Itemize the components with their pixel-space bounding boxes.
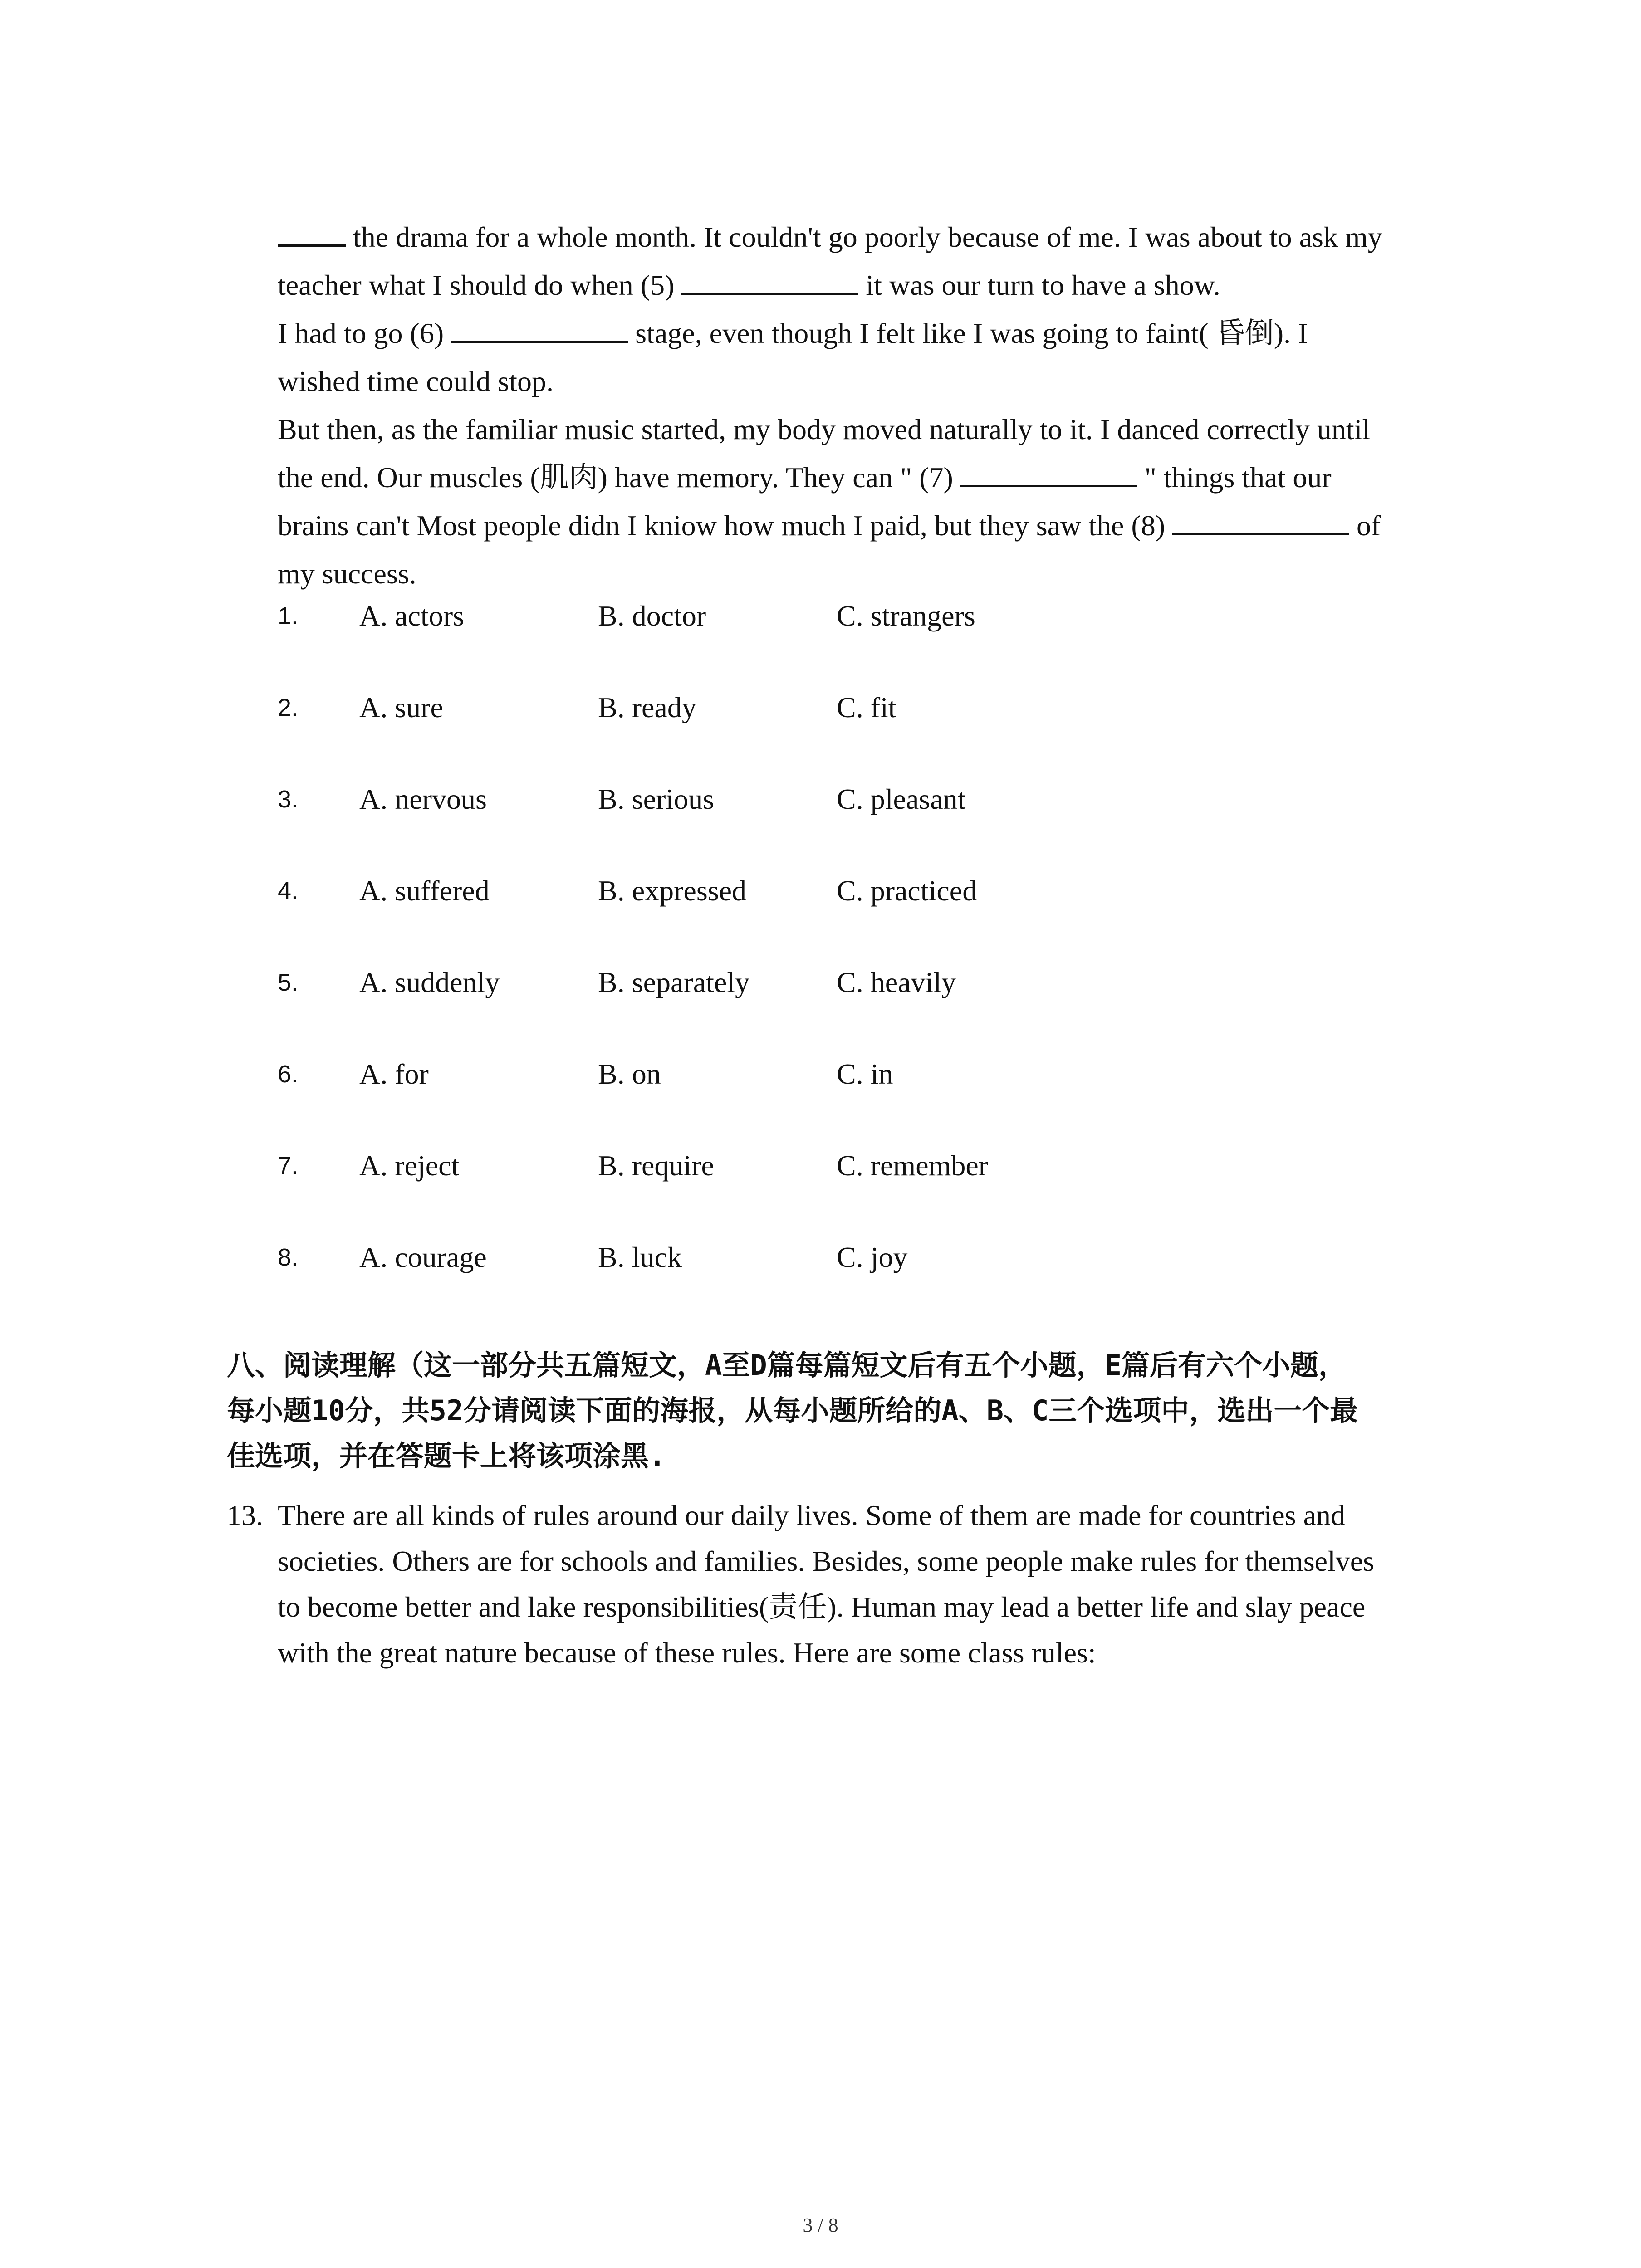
section-heading (227, 1343, 1452, 1479)
section-heading-line-3: 佳选项，并在答题卡上将该项涂黑. (227, 1439, 666, 1472)
passage-line-7: brains can't Most people didn I kniow how much I paid, but they saw the (8) of (278, 502, 1448, 550)
option-b: B. ready (598, 691, 696, 723)
option-a: A. suddenly (359, 966, 500, 998)
option-a: A. nervous (359, 783, 487, 815)
option-row (278, 684, 1457, 775)
option-b: B. separately (598, 966, 750, 998)
option-c: C. remember (837, 1149, 989, 1182)
option-row (278, 1142, 1457, 1233)
passage-line-1: the drama for a whole month. It couldn't go poorly because of me. I was about to ask my (278, 213, 1448, 261)
answer-blank-5 (681, 266, 858, 295)
question-line-3: to become better and lake responsibilities(责任). Human may lead a better life and slay peace (278, 1591, 1366, 1623)
page-number: 3 / 8 (803, 2214, 838, 2236)
option-c: C. joy (837, 1241, 908, 1273)
option-number: 2. (278, 694, 299, 721)
option-number: 7. (278, 1152, 299, 1179)
passage-line-6: the end. Our muscles (肌肉) have memory. They can " (7) " things that our (278, 454, 1448, 502)
option-number: 4. (278, 877, 299, 904)
option-a: A. for (359, 1058, 429, 1090)
question-number: 13. (227, 1499, 263, 1531)
question-line-2: societies. Others are for schools and families. Besides, some people make rules for themselves (278, 1545, 1375, 1577)
option-number: 1. (278, 602, 299, 630)
question-13 (227, 1492, 1452, 1676)
option-a: A. actors (359, 600, 465, 632)
option-a: A. sure (359, 691, 443, 723)
option-b: B. serious (598, 783, 714, 815)
option-b: B. require (598, 1149, 714, 1182)
answer-blank-8 (1172, 507, 1349, 535)
option-c: C. practiced (837, 875, 977, 907)
answer-options (278, 592, 1457, 1325)
option-b: B. doctor (598, 600, 706, 632)
question-line-1: There are all kinds of rules around our daily lives. Some of them are made for countries and (278, 1499, 1345, 1531)
answer-blank-6 (451, 314, 628, 343)
option-b: B. luck (598, 1241, 682, 1273)
option-c: C. heavily (837, 966, 956, 998)
option-b: B. expressed (598, 875, 747, 907)
answer-blank-4 (278, 218, 346, 247)
option-row (278, 592, 1457, 684)
option-row (278, 1233, 1457, 1325)
passage-line-8: my success. (278, 557, 416, 590)
option-row (278, 867, 1457, 958)
passage-line-2: teacher what I should do when (5) it was our turn to have a show. (278, 261, 1448, 309)
option-row (278, 1050, 1457, 1142)
option-c: C. in (837, 1058, 893, 1090)
option-number: 6. (278, 1061, 299, 1088)
section-heading-line-2: 每小题10分，共52分请阅读下面的海报，从每小题所给的A、B、C三个选项中，选出一个最 (227, 1394, 1358, 1427)
question-text (278, 1492, 1452, 1676)
question-line-4: with the great nature because of these rules. Here are some class rules: (278, 1637, 1096, 1669)
option-number: 8. (278, 1244, 299, 1271)
option-number: 3. (278, 786, 299, 813)
passage-line-4: wished time could stop. (278, 365, 554, 397)
option-row (278, 958, 1457, 1050)
option-row (278, 775, 1457, 867)
option-c: C. strangers (837, 600, 975, 632)
option-c: C. pleasant (837, 783, 966, 815)
option-a: A. suffered (359, 875, 490, 907)
option-number: 5. (278, 969, 299, 996)
passage-line-5: But then, as the familiar music started, my body moved naturally to it. I danced correctly until (278, 413, 1371, 445)
answer-blank-7 (960, 459, 1137, 487)
passage-line-3: I had to go (6) stage, even though I felt like I was going to faint( 昏倒). I (278, 309, 1448, 357)
passage (278, 213, 1448, 598)
section-heading-line-1: 八、阅读理解（这一部分共五篇短文，A至D篇每篇短文后有五个小题，E篇后有六个小题， (227, 1349, 1347, 1382)
option-b: B. on (598, 1058, 661, 1090)
option-c: C. fit (837, 691, 896, 723)
option-a: A. courage (359, 1241, 487, 1273)
option-a: A. reject (359, 1149, 460, 1182)
